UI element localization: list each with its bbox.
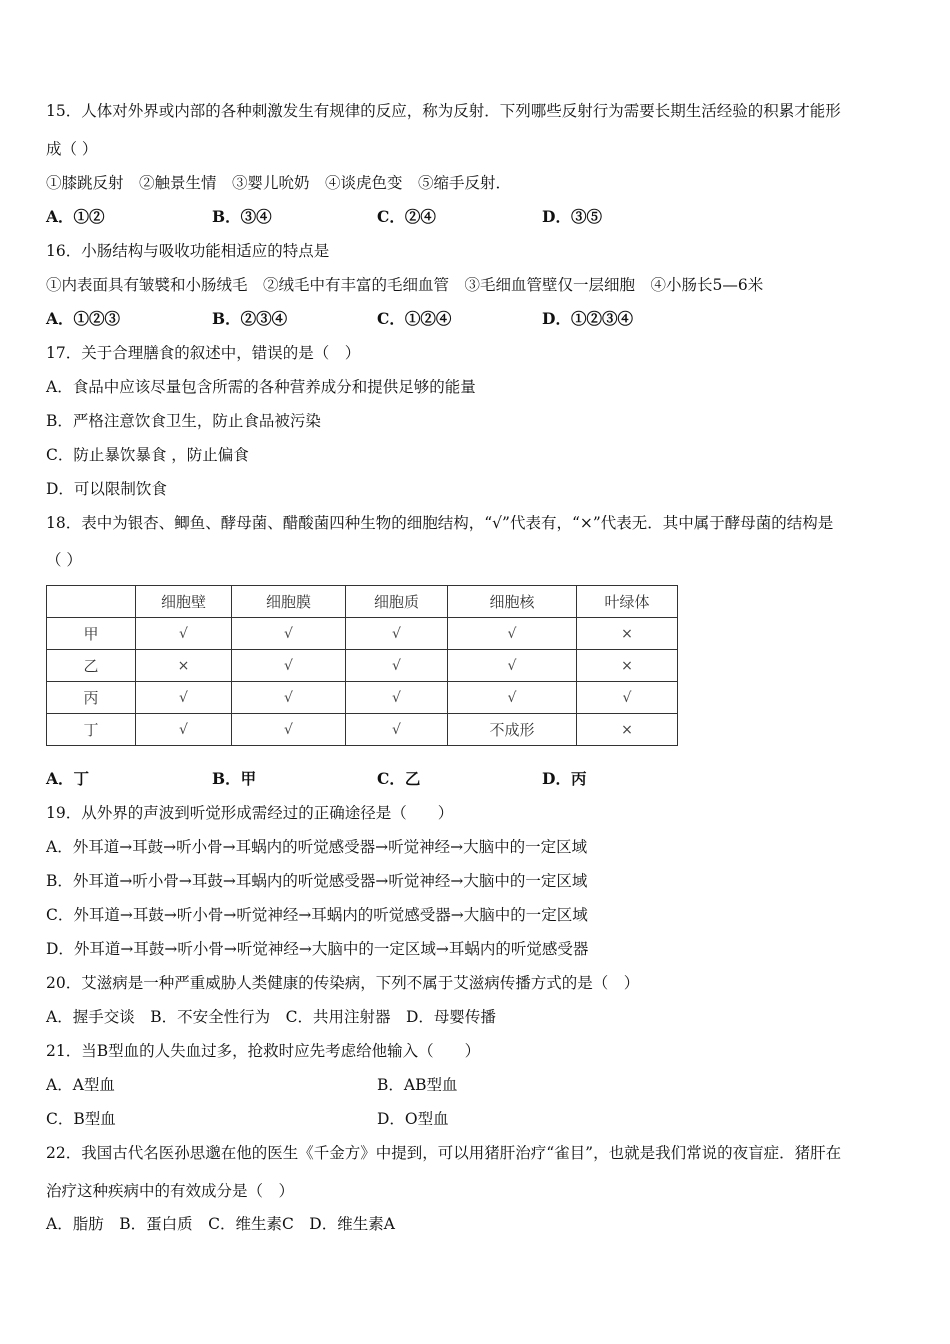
table-cell: √ — [448, 650, 577, 682]
table-cell: √ — [448, 682, 577, 714]
q21-stem: 21．当B型血的人失血过多，抢救时应先考虑给他输入（ ） — [46, 1042, 481, 1060]
table-cell: √ — [136, 714, 232, 746]
table-row-label: 甲 — [47, 618, 136, 650]
q16-option-d[interactable]: D．①②③④ — [542, 309, 633, 328]
q21-options-row1 — [46, 1075, 906, 1095]
q15-option-b[interactable]: B．③④ — [212, 207, 272, 226]
q20-stem: 20．艾滋病是一种严重威胁人类健康的传染病，下列不属于艾滋病传播方式的是（ ） — [46, 974, 640, 992]
table-header-cell: 细胞质 — [346, 586, 448, 618]
q15-option-a[interactable]: A．①② — [46, 207, 105, 226]
q16-stem: 16．小肠结构与吸收功能相适应的特点是 — [46, 242, 330, 260]
table-cell: √ — [232, 618, 346, 650]
q21-option-c[interactable]: C．B型血 — [46, 1110, 116, 1128]
q15-option-d[interactable]: D．③⑤ — [542, 207, 602, 226]
q18-options — [46, 769, 906, 789]
table-header-cell: 细胞壁 — [136, 586, 232, 618]
table-row-label: 乙 — [47, 650, 136, 682]
q15-stem-line1: 15．人体对外界或内部的各种刺激发生有规律的反应，称为反射．下列哪些反射行为需要长期生活经验的积累才能形 — [46, 102, 841, 120]
q16-option-b[interactable]: B．②③④ — [212, 309, 288, 328]
table-header-cell: 细胞膜 — [232, 586, 346, 618]
cell-structure-table — [46, 585, 678, 746]
q15-stem-line2: 成（ ） — [46, 140, 98, 158]
q19-option-d[interactable]: D．外耳道→耳鼓→听小骨→听觉神经→大脑中的一定区域→耳蜗内的听觉感受器 — [46, 940, 589, 958]
q16-option-c[interactable]: C．①②④ — [377, 309, 452, 328]
table-header-row — [47, 586, 678, 618]
q19-option-b[interactable]: B．外耳道→听小骨→耳鼓→耳蜗内的听觉感受器→听觉神经→大脑中的一定区域 — [46, 872, 588, 890]
q17-option-d[interactable]: D．可以限制饮食 — [46, 480, 167, 498]
table-header-cell — [47, 586, 136, 618]
q22-stem-line2: 治疗这种疾病中的有效成分是（ ） — [46, 1182, 295, 1200]
table-cell: 不成形 — [448, 714, 577, 746]
table-row — [47, 618, 678, 650]
q16-options — [46, 309, 906, 329]
table-row-label: 丙 — [47, 682, 136, 714]
q16-option-a[interactable]: A．①②③ — [46, 309, 121, 328]
q21-option-d[interactable]: D．O型血 — [377, 1110, 449, 1128]
q15-items: ①膝跳反射 ②触景生情 ③婴儿吮奶 ④谈虎色变 ⑤缩手反射． — [46, 174, 512, 192]
table-cell: √ — [136, 618, 232, 650]
q15-option-c[interactable]: C．②④ — [377, 207, 436, 226]
table-cell: √ — [346, 714, 448, 746]
table-cell: √ — [346, 682, 448, 714]
table-row — [47, 650, 678, 682]
table-row — [47, 714, 678, 746]
q18-stem-line2: （ ） — [46, 551, 82, 569]
table-cell: √ — [232, 714, 346, 746]
q17-option-b[interactable]: B．严格注意饮食卫生，防止食品被污染 — [46, 412, 321, 430]
table-cell: √ — [136, 682, 232, 714]
table-cell: × — [577, 714, 678, 746]
q21-options-row2 — [46, 1109, 906, 1129]
q18-stem-line1: 18．表中为银杏、鲫鱼、酵母菌、醋酸菌四种生物的细胞结构，“√”代表有，“×”代表无．其中属于酵母菌的结构是 — [46, 514, 834, 532]
table-row — [47, 682, 678, 714]
q16-items: ①内表面具有皱襞和小肠绒毛 ②绒毛中有丰富的毛细血管 ③毛细血管壁仅一层细胞 ④小肠长5—6米 — [46, 276, 764, 294]
q18-option-b[interactable]: B．甲 — [212, 769, 257, 788]
q18-option-c[interactable]: C．乙 — [377, 769, 421, 788]
q17-stem: 17．关于合理膳食的叙述中，错误的是（ ） — [46, 344, 361, 362]
table-row-label: 丁 — [47, 714, 136, 746]
table-header-cell: 细胞核 — [448, 586, 577, 618]
q21-option-a[interactable]: A．A型血 — [46, 1076, 115, 1094]
q22-options[interactable]: A．脂肪 B．蛋白质 C．维生素C D．维生素A — [46, 1215, 395, 1233]
table-cell: √ — [232, 682, 346, 714]
q17-option-a[interactable]: A．食品中应该尽量包含所需的各种营养成分和提供足够的能量 — [46, 378, 476, 396]
q21-option-b[interactable]: B．AB型血 — [377, 1076, 458, 1094]
table-cell: × — [136, 650, 232, 682]
table-cell: √ — [346, 618, 448, 650]
q20-options[interactable]: A．握手交谈 B．不安全性行为 C．共用注射器 D．母婴传播 — [46, 1008, 496, 1026]
table-header-cell: 叶绿体 — [577, 586, 678, 618]
table-cell: × — [577, 618, 678, 650]
q18-option-d[interactable]: D．丙 — [542, 769, 587, 788]
table-cell: × — [577, 650, 678, 682]
table-cell: √ — [346, 650, 448, 682]
q15-options — [46, 207, 906, 227]
table-cell: √ — [448, 618, 577, 650]
table-cell: √ — [232, 650, 346, 682]
q19-option-a[interactable]: A．外耳道→耳鼓→听小骨→耳蜗内的听觉感受器→听觉神经→大脑中的一定区域 — [46, 838, 588, 856]
table-cell: √ — [577, 682, 678, 714]
q17-option-c[interactable]: C．防止暴饮暴食 ，防止偏食 — [46, 446, 249, 464]
q19-stem: 19．从外界的声波到听觉形成需经过的正确途径是（ ） — [46, 804, 454, 822]
q19-option-c[interactable]: C．外耳道→耳鼓→听小骨→听觉神经→耳蜗内的听觉感受器→大脑中的一定区域 — [46, 906, 588, 924]
q22-stem-line1: 22．我国古代名医孙思邈在他的医生《千金方》中提到，可以用猪肝治疗“雀目”，也就是我们常说的夜盲症．猪肝在 — [46, 1144, 842, 1162]
q18-option-a[interactable]: A．丁 — [46, 769, 90, 788]
